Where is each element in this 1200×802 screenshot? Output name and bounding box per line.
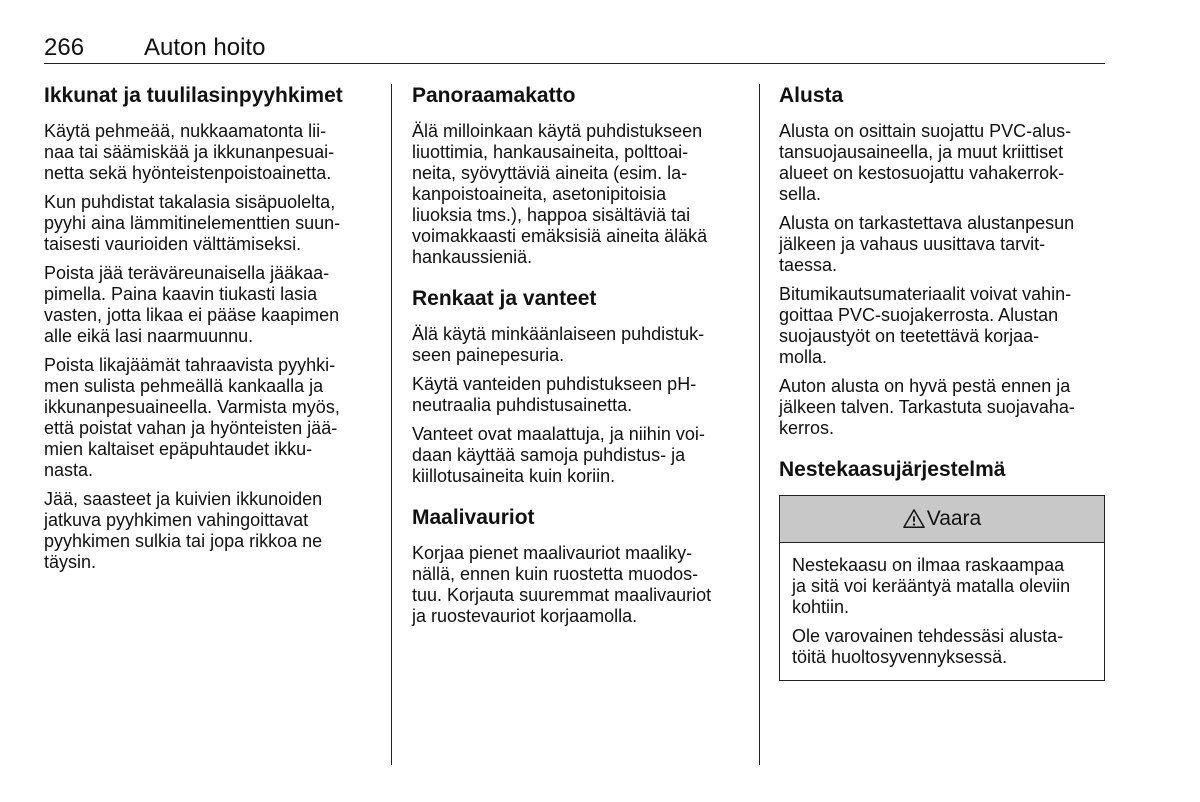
warning-triangle-icon — [903, 508, 925, 530]
warning-box — [779, 495, 1105, 681]
paragraph: Älä käytä minkäänlaiseen puhdistuk- seen painepesuria. — [412, 324, 705, 365]
column-2 — [412, 83, 742, 635]
paragraph: Alusta on osittain suojattu PVC-alus- tansuojausaineella, ja muut kriittiset alueet on kestosuojattu vahakerrok- sella. — [779, 121, 1072, 204]
heading-windows-wipers: Ikkunat ja tuulilasinpyyhkimet — [44, 84, 343, 107]
column-1 — [44, 83, 374, 581]
paragraph: Vanteet ovat maalattuja, ja niihin voi- daan käyttää samoja puhdistus- ja kiillotusaineita kuin koriin. — [412, 424, 705, 486]
chapter-title: Auton hoito — [144, 34, 266, 61]
paragraph: Nestekaasu on ilmaa raskaampaa ja sitä voi kerääntyä matalla oleviin kohtiin. — [792, 555, 1071, 617]
page-number: 266 — [44, 34, 85, 61]
page-header — [44, 33, 1105, 64]
paragraph: Poista likajäämät tahraavista pyyhki- men sulista pehmeällä kankaalla ja ikkunanpesuaineella. Varmista myös, että poistat vahan ja hyönteisten jää- mien kaltaiset epäpuhtaudet ikku- nasta. — [44, 355, 340, 480]
column-divider — [391, 84, 392, 765]
paragraph: Älä milloinkaan käytä puhdistukseen liuottimia, hankausaineita, polttoai- neita, syövyttäviä aineita (esim. la- kanpoistoaineita, asetonipitoisia liuoksia tms.), happoa sisältäviä tai voimakkaasti emäksisiä aineita äläkä hankaussieniä. — [412, 121, 708, 267]
column-divider — [759, 84, 760, 765]
warning-body — [780, 543, 1104, 680]
paragraph: Auton alusta on hyvä pestä ennen ja jälkeen talven. Tarkastuta suojavaha- kerros. — [779, 376, 1075, 438]
heading-panorama-roof: Panoraamakatto — [412, 84, 576, 107]
paragraph: Käytä vanteiden puhdistukseen pH- neutraalia puhdistusainetta. — [412, 374, 697, 415]
paragraph: Käytä pehmeää, nukkaamatonta lii- naa tai säämiskää ja ikkunanpesuai- netta sekä hyönteistenpoistoainetta. — [44, 121, 335, 183]
paragraph: Poista jää teräväreunaisella jääkaa- pimella. Paina kaavin tiukasti lasia vasten, jotta likaa ei pääse kaapimen alle eikä lasi naarmuunnu. — [44, 263, 340, 346]
paragraph: Jää, saasteet ja kuivien ikkunoiden jatkuva pyyhkimen vahingoittavat pyyhkimen sulkia tai jopa rikkoa ne täysin. — [44, 489, 323, 572]
heading-tyres-rims: Renkaat ja vanteet — [412, 287, 597, 310]
paragraph: Alusta on tarkastettava alustanpesun jälkeen ja vahaus uusittava tarvit- taessa. — [779, 213, 1075, 275]
column-3 — [779, 83, 1105, 681]
heading-underbody: Alusta — [779, 84, 844, 107]
warning-label: Vaara — [926, 507, 982, 530]
paragraph: Korjaa pienet maalivauriot maaliky- nällä, ennen kuin ruostetta muodos- tuu. Korjauta suuremmat maalivauriot ja ruostevauriot korjaamolla. — [412, 543, 712, 626]
heading-lpg-system: Nestekaasujärjestelmä — [779, 458, 1006, 481]
warning-header — [780, 496, 1104, 543]
paragraph: Bitumikautsumateriaalit voivat vahin- goittaa PVC-suojakerrosta. Alustan suojaustyöt on teetettävä korjaa- molla. — [779, 284, 1072, 367]
paragraph: Kun puhdistat takalasia sisäpuolelta, pyyhi aina lämmitinelementtien suun- taisesti vaurioiden välttämiseksi. — [44, 192, 341, 254]
paragraph: Ole varovainen tehdessäsi alusta- töitä huoltosyvennyksessä. — [792, 626, 1064, 667]
heading-paint-damage: Maalivauriot — [412, 506, 535, 529]
